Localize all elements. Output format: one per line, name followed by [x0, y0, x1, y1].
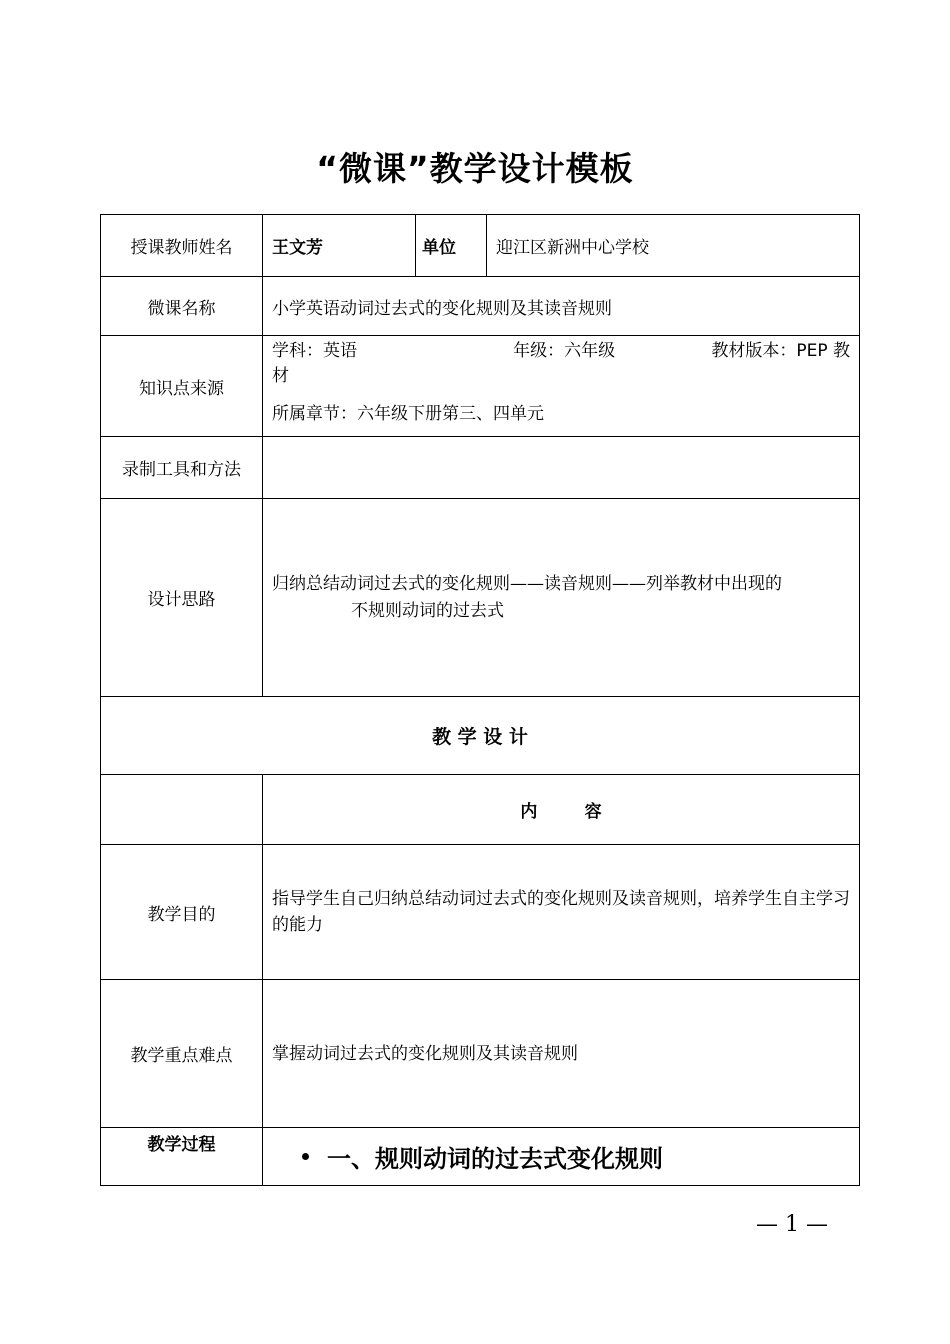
row-teacher — [101, 215, 860, 277]
grade-text: 年级：六年级 — [513, 341, 616, 361]
unit-label: 单位 — [416, 215, 487, 277]
row-source — [101, 336, 860, 437]
row-design — [101, 499, 860, 697]
page-number: — 1 — — [756, 1212, 828, 1237]
unit-value: 迎江区新洲中心学校 — [487, 215, 860, 277]
goal-label: 教学目的 — [101, 845, 263, 980]
design-line-2: 不规则动词的过去式 — [351, 600, 504, 621]
row-course — [101, 277, 860, 336]
source-label: 知识点来源 — [101, 336, 263, 437]
bullet-icon — [302, 1153, 309, 1160]
key-label: 教学重点难点 — [101, 980, 263, 1128]
process-label: 教学过程 — [101, 1128, 263, 1186]
source-cell — [263, 336, 860, 437]
course-value: 小学英语动词过去式的变化规则及其读音规则 — [263, 277, 860, 336]
process-bullet-text: 一、规则动词的过去式变化规则 — [327, 1145, 663, 1173]
key-value: 掌握动词过去式的变化规则及其读音规则 — [263, 980, 860, 1128]
teacher-name: 王文芳 — [263, 215, 416, 277]
design-label: 设计思路 — [101, 499, 263, 697]
row-process — [101, 1128, 860, 1186]
content-heading-empty — [101, 775, 263, 845]
process-cell — [263, 1128, 860, 1186]
row-key — [101, 980, 860, 1128]
textbook-text-cont: 材 — [272, 366, 289, 386]
design-cell — [263, 499, 860, 697]
chapter-text: 所属章节：六年级下册第三、四单元 — [272, 404, 544, 424]
teacher-label: 授课教师姓名 — [101, 215, 263, 277]
content-heading: 内 容 — [263, 775, 860, 845]
lesson-design-table — [100, 214, 860, 1186]
subject-text: 学科：英语 — [272, 341, 357, 361]
tools-label: 录制工具和方法 — [101, 437, 263, 499]
design-line-1: 归纳总结动词过去式的变化规则——读音规则——列举教材中出现的 — [272, 573, 782, 594]
textbook-text: 教材版本：PEP 教 — [711, 341, 850, 361]
teaching-design-heading: 教 学 设 计 — [101, 697, 860, 775]
row-tools — [101, 437, 860, 499]
goal-value: 指导学生自己归纳总结动词过去式的变化规则及读音规则，培养学生自主学习的能力 — [263, 845, 860, 980]
course-label: 微课名称 — [101, 277, 263, 336]
row-goal — [101, 845, 860, 980]
row-content-heading — [101, 775, 860, 845]
row-teaching-design — [101, 697, 860, 775]
document-title: “微课”教学设计模板 — [316, 149, 634, 188]
tools-value — [263, 437, 860, 499]
